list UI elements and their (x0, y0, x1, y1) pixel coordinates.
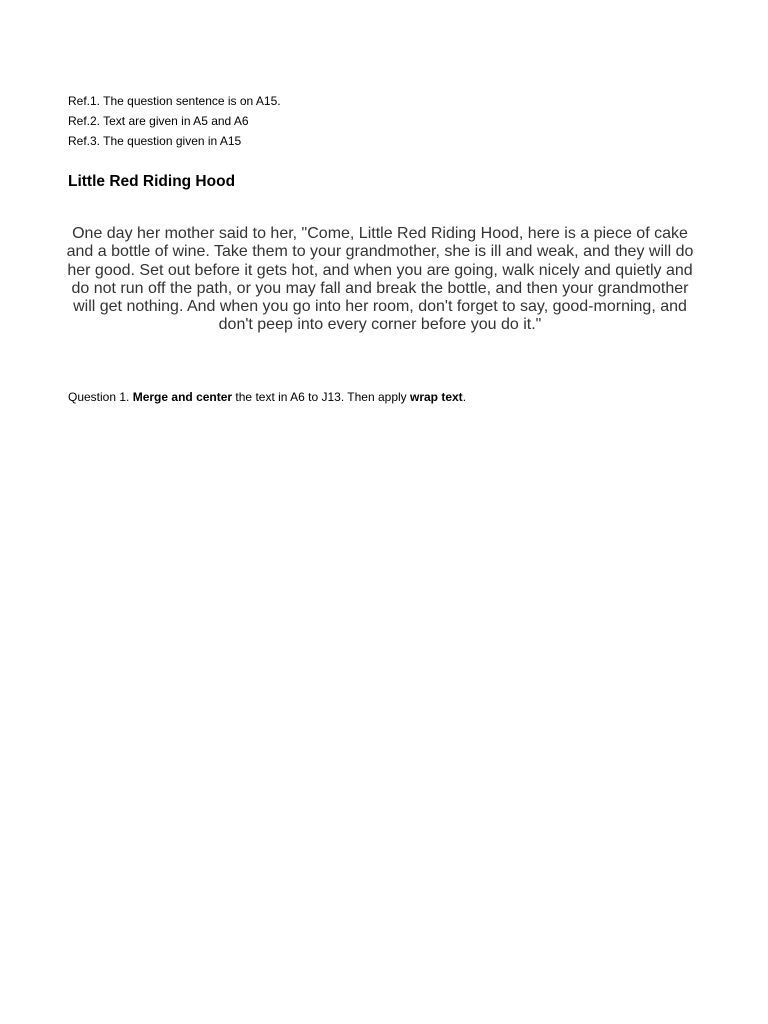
question-suffix: . (462, 390, 467, 404)
question-bold-merge: Merge and center (132, 390, 233, 404)
reference-line-1: Ref.1. The question sentence is on A15. (68, 94, 281, 108)
document-title: Little Red Riding Hood (68, 173, 236, 190)
reference-line-2: Ref.2. Text are given in A5 and A6 (68, 114, 249, 128)
reference-line-3: Ref.3. The question given in A15 (68, 134, 242, 148)
question-prefix: Question 1. (68, 390, 133, 404)
question-line (68, 389, 466, 405)
question-middle: the text in A6 to J13. Then apply (232, 390, 410, 404)
story-paragraph: One day her mother said to her, "Come, Little Red Riding Hood, here is a piece of cake and a bottle of wine. Take them to your grandmother, she is ill and weak, and they will do her good. Set out before it gets hot, and when you are going, walk nicely and quietly and do not run off the path, or you may fall and break the bottle, and then your grandmother will get nothing. And when you go into her room, don't forget to say, good-morning, and don't peep into every corner before you do it." (66, 225, 694, 334)
question-bold-wrap: wrap text (410, 390, 463, 404)
